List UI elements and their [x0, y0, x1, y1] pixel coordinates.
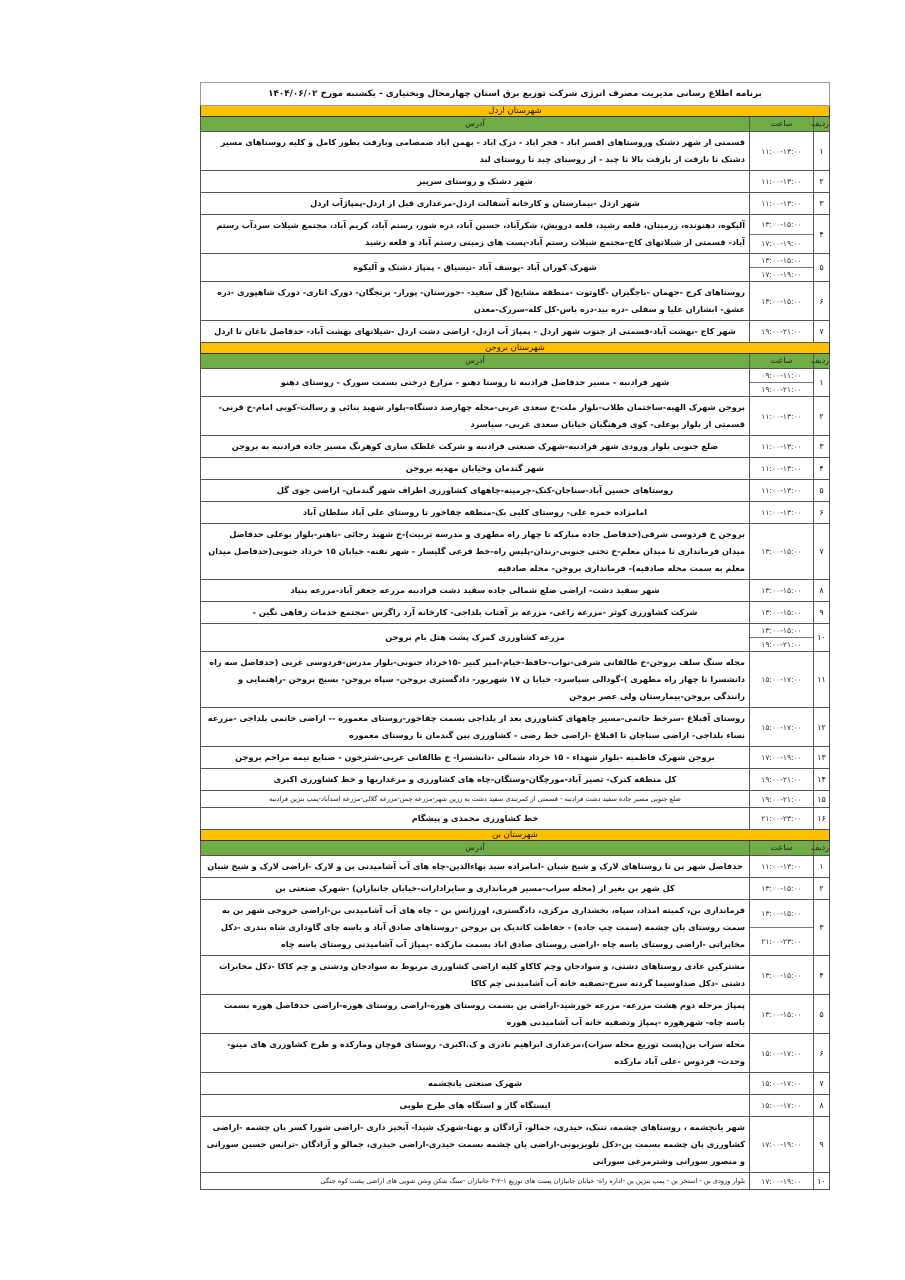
row-index: ۳ — [814, 193, 830, 215]
row-time: ۱۱:۰۰-۱۳:۰۰ — [750, 458, 814, 480]
row-address: محله سراب بن(پست توزیع محله سراب)،مرغداری ابراهیم نادری و ک.اکبری- روستای قوچان ومارکده و طرح کشاورزی های مینو- وحدت- فردوس -علی آباد مارکده — [201, 1034, 750, 1073]
row-address: شهر کاج -بهشت آباد-قسمتی از جنوب شهر اردل - پمپاژ آب اردل- اراضی دشت اردل -شیلاتهای بهشت آباد- حدفاصل ناغان تا اردل — [201, 321, 750, 343]
row-index: ۹ — [814, 602, 830, 624]
row-index: ۱ — [814, 369, 830, 397]
time-slots — [750, 900, 813, 955]
column-header-index: ردیف — [814, 841, 830, 856]
row-index: ۴ — [814, 215, 830, 254]
row-address: مشترکین عادی روستاهای دشتی، و سوادجان وچم کاکاو کلیه اراضی کشاورزی مربوط به سوادجان ودشتی و چم کاکا -دکل مخابرات دشتی -دکل صداوسیما گردنه سرخ-تصفیه خانه آب آشامیدنی چم کاکا — [201, 956, 750, 995]
row-address: فرمانداری بن، کمیته امداد، سپاه، بخشداری مرکزی، دادگستری، اورژانس بن - چاه های آب آشامیدنی بن-اراضی خروجی شهر بن به سمت روستای یان چشمه (سمت چپ جاده) - حفاظت کاتدیک بن بروجن -روستاهای صادق آباد و یاسه چای گاوداری شاه بندری -دکل مخابراتی -اراضی روستای یاسه چاه -اراضی روستای صادق اباد بسمت مارکده -پمپاژ آب آشامیدنی روستای یاسه چاه — [201, 900, 750, 956]
table-row — [201, 132, 830, 171]
row-time — [750, 215, 814, 254]
column-header-address: آدرس — [201, 354, 750, 369]
row-index: ۲ — [814, 397, 830, 436]
table-row — [201, 791, 830, 808]
row-index: ۸ — [814, 580, 830, 602]
row-address: امامزاده حمزه علی- روستای کلبی بک-منطقه چقاخور تا روستای علی آباد سلطان آباد — [201, 502, 750, 524]
section-title: شهرستان بروجن — [201, 343, 830, 354]
column-header-row — [201, 117, 830, 132]
row-index: ۱۶ — [814, 808, 830, 830]
row-time: ۱۱:۰۰-۱۳:۰۰ — [750, 436, 814, 458]
row-index: ۸ — [814, 1095, 830, 1117]
outage-schedule-table — [200, 82, 830, 1190]
page-title: برنامه اطلاع رسانی مدیریت مصرف انرژی شرکت توزیع برق استان چهارمحال وبختیاری - یکشنبه مورخ ۱۴۰۴/۰۶/۰۲ — [201, 83, 830, 106]
time-slots — [750, 215, 813, 253]
row-address: روستاهای حسین آباد-سناجان-کتک-چرمینه-چاههای کشاورزی اطراف شهر گندمان- اراضی جوی گل — [201, 480, 750, 502]
row-time: ۱۱:۰۰-۱۳:۰۰ — [750, 171, 814, 193]
row-time — [750, 254, 814, 282]
time-slot: ۱۳:۰۰-۱۵:۰۰ — [750, 215, 813, 235]
row-address: ایستگاه گاز و استگاه های طرح طوبی — [201, 1095, 750, 1117]
table-row — [201, 254, 830, 282]
row-index: ۱۰ — [814, 624, 830, 652]
table-row — [201, 708, 830, 747]
table-row — [201, 397, 830, 436]
section-header-row — [201, 343, 830, 354]
row-index: ۶ — [814, 1034, 830, 1073]
row-time: ۱۱:۰۰-۱۳:۰۰ — [750, 193, 814, 215]
row-index: ۹ — [814, 1117, 830, 1173]
row-index: ۱۵ — [814, 791, 830, 808]
row-address: روستاهای کرج -جهمان -باجگیران -گاوتوت -منطقه مشایخ( گل سفید- -جوزستان- پوراز- برنجگان- دورک اناری- دورک شاهپوری -دره عشق- ابشاران علیا و سفلی -دره بید-دره یاس-کل کله-سررک-معدن — [201, 282, 750, 321]
row-time: ۱۱:۰۰-۱۳:۰۰ — [750, 480, 814, 502]
row-address: بلوار ورودی بن - استخر بن - پمپ بنزین بن -اداره راه- خیابان جانبازان پست های توزیع ۱-۲-۳ جانبازان -سنگ شکن وشن شویی های اراضی پشت کوه جنگی — [201, 1173, 750, 1190]
section-header-row — [201, 830, 830, 841]
row-index: ۷ — [814, 321, 830, 343]
row-time: ۱۳:۰۰-۱۵:۰۰ — [750, 524, 814, 580]
table-row — [201, 193, 830, 215]
row-address: مزرعه کشاورزی کمرک پشت هتل بام بروجن — [201, 624, 750, 652]
table-row — [201, 624, 830, 652]
time-slots — [750, 624, 813, 651]
time-slot: ۱۷:۰۰-۱۹:۰۰ — [761, 270, 802, 279]
row-index: ۱ — [814, 856, 830, 878]
row-address: شرکت کشاورزی کوثر -مزرعه زاغی- مزرعه بر آفتاب بلداجی- کارخانه آرد زاگرس -مجتمع خدمات رفاهی نگین - — [201, 602, 750, 624]
row-time: ۱۷:۰۰-۱۹:۰۰ — [750, 747, 814, 769]
table-row — [201, 321, 830, 343]
row-address: محله سنگ سلف بروجن-خ طالقانی شرقی-نواب-حافظ-خیام-امیر کبیر -۱۵خرداد جنوبی-بلوار مدرس-فردوسی غربی (حدفاصل سه راه دانشسرا تا چهار راه مطهری )-گودالی سیاسرد- خیابا ن ۱۷ شهریور- دادگستری بروجن- سپاه بروجن- بسیج بروجن -راهنمایی و رانندگی بروجن-بیمارستان ولی عصر بروجن — [201, 652, 750, 708]
row-time — [750, 900, 814, 956]
row-time: ۱۵:۰۰-۱۷:۰۰ — [750, 1073, 814, 1095]
row-index: ۵ — [814, 480, 830, 502]
row-index: ۷ — [814, 524, 830, 580]
row-address: شهر گندمان وخیابان مهدیه بروجن — [201, 458, 750, 480]
row-address: شهر فرادنبه - مسیر حدفاصل فرادنبه تا روستا دهنو - مزارع درختی بسمت سورک - روستای دهنو — [201, 369, 750, 397]
row-address: حدفاصل شهر بن تا روستاهای لارک و شیخ شبان -امامزاده سید بهاءالدین-چاه های آب آشامیدنی بن و لارک -اراضی لارک و شیخ شبان — [201, 856, 750, 878]
row-time: ۱۱:۰۰-۱۳:۰۰ — [750, 502, 814, 524]
row-time: ۱۵:۰۰-۱۷:۰۰ — [750, 708, 814, 747]
row-index: ۷ — [814, 1073, 830, 1095]
column-header-time: ساعت — [750, 841, 814, 856]
row-address: بروجن شهرک فاطمیه -بلوار شهداء - ۱۵ خرداد شمالی -دانشسرا- خ طالقانی غربی-شترخون - صنایع تیمه مزاحم بروجن — [201, 747, 750, 769]
row-time: ۱۷:۰۰-۱۹:۰۰ — [750, 1117, 814, 1173]
row-address: آلیکوه، دهنونده، زرمیتان، قلعه رشید، قلعه درویش، شکرآباد، حسین آباد، دره شور، رستم آباد، کریم آباد، مجتمع شیلات سردآب رستم آباد- قسمتی از شیلاتهای کاج-مجتمع شیلات رستم آباد-پست های زمینی رستم آباد و قلعه رشید — [201, 215, 750, 254]
time-slot: ۲۱:۰۰-۲۳:۰۰ — [761, 937, 802, 946]
section-title: شهرستان اردل — [201, 106, 830, 117]
table-row — [201, 856, 830, 878]
table-row — [201, 1117, 830, 1173]
table-row — [201, 1095, 830, 1117]
row-time: ۱۹:۰۰-۲۱:۰۰ — [750, 321, 814, 343]
row-index: ۴ — [814, 458, 830, 480]
row-address: بروجن خ فردوسی شرقی(حدفاصل جاده مبارکه تا چهار راه مطهری و مدرسه تربیت)-خ شهید رجائی -باهنر-بلوار بوعلی حدفاصل میدان فرمانداری تا میدان معلم-خ تختی جنوبی-زندان-پلیس راه-خط فرعی گلیسار - شهر نقنه- خیابان ۱۵ خرداد جنوبی(حدفاصل میدان معلم به سمت محله صادقیه)- فرمانداری بروجن- محله صادقیه — [201, 524, 750, 580]
table-row — [201, 436, 830, 458]
row-index: ۶ — [814, 502, 830, 524]
row-time: ۱۱:۰۰-۱۳:۰۰ — [750, 856, 814, 878]
row-time — [750, 369, 814, 397]
time-slot: ۰۹:۰۰-۱۱:۰۰ — [750, 369, 813, 383]
row-index: ۳ — [814, 900, 830, 956]
time-slot: ۱۹:۰۰-۲۱:۰۰ — [761, 385, 802, 394]
row-time: ۱۳:۰۰-۱۵:۰۰ — [750, 956, 814, 995]
table-row — [201, 282, 830, 321]
table-row — [201, 458, 830, 480]
row-time: ۱۱:۰۰-۱۳:۰۰ — [750, 397, 814, 436]
row-index: ۳ — [814, 436, 830, 458]
row-time: ۱۳:۰۰-۱۵:۰۰ — [750, 878, 814, 900]
row-time: ۲۱:۰۰-۲۳:۰۰ — [750, 808, 814, 830]
table-row — [201, 369, 830, 397]
outage-schedule-sheet — [200, 82, 830, 1190]
row-address: شهرک صنعتی یانچشمه — [201, 1073, 750, 1095]
row-index: ۱۱ — [814, 652, 830, 708]
row-address: کل شهر بن بغیر از (محله سراب-مسیر فرمانداری و سایرادارات-خیابان جانبازان) -شهرک صنعتی بن — [201, 878, 750, 900]
row-address: بروجن شهرک الهیه-ساختمان طلاب-بلوار ملت-خ سعدی غربی-محله چهارصد دستگاه-بلوار شهید بنائی و رسالت-کوبی امام-خ قرنی-قسمتی از بلوار بوعلی- کوی فرهنگیان خیابان سعدی غربی- سیاسرد — [201, 397, 750, 436]
column-header-time: ساعت — [750, 117, 814, 132]
table-row — [201, 1173, 830, 1190]
column-header-address: آدرس — [201, 841, 750, 856]
time-slots — [750, 369, 813, 396]
time-slot: ۱۳:۰۰-۱۵:۰۰ — [750, 254, 813, 268]
section-title: شهرستان بن — [201, 830, 830, 841]
column-header-index: ردیف — [814, 354, 830, 369]
column-header-address: آدرس — [201, 117, 750, 132]
section-header-row — [201, 106, 830, 117]
row-index: ۱۰ — [814, 1173, 830, 1190]
row-index: ۱۴ — [814, 769, 830, 791]
row-index: ۵ — [814, 995, 830, 1034]
title-row — [201, 83, 830, 106]
table-row — [201, 900, 830, 956]
column-header-time: ساعت — [750, 354, 814, 369]
time-slots — [750, 254, 813, 281]
table-row — [201, 524, 830, 580]
row-time: ۱۳:۰۰-۱۵:۰۰ — [750, 282, 814, 321]
row-time: ۱۹:۰۰-۲۱:۰۰ — [750, 769, 814, 791]
row-time: ۱۳:۰۰-۱۵:۰۰ — [750, 580, 814, 602]
row-time: ۱۵:۰۰-۱۷:۰۰ — [750, 1095, 814, 1117]
table-row — [201, 956, 830, 995]
row-address: پمپاژ مرحله دوم هشت مزرعه- مزرعه خورشید-اراضی بن بسمت روستای هوره-اراضی روستای هوره-اراضی حدفاصل هوره بسمت یاسه چاه- شهرهوره -پمپاژ وتصفیه خانه آب آشامیدنی هوره — [201, 995, 750, 1034]
row-index: ۵ — [814, 254, 830, 282]
row-time: ۱۱:۰۰-۱۳:۰۰ — [750, 132, 814, 171]
row-index: ۶ — [814, 282, 830, 321]
row-time: ۱۵:۰۰-۱۷:۰۰ — [750, 1034, 814, 1073]
row-index: ۴ — [814, 956, 830, 995]
row-index: ۲ — [814, 878, 830, 900]
row-index: ۱۲ — [814, 708, 830, 747]
table-row — [201, 215, 830, 254]
table-row — [201, 995, 830, 1034]
row-address: قسمتی از شهر دشتک وروستاهای افسر اباد - فخر اباد - دزک اباد - بهمن اباد صمصامی وبازفت بطور کامل و کلیه روستاهای مسیر دشتک تا بازفت از بازفت بالا تا چبد - از روستای چبد تا روستای لبد — [201, 132, 750, 171]
row-address: ضلع جنوبی مسیر جاده سفید دشت فرادنبه - قسمتی از کمربندی سفید دشت به زرین شهر-مزرعه چمن-مزرعه گلالی-مزرعه اسدآباد-پمپ بنزین فرادنبه — [201, 791, 750, 808]
time-slot: ۱۳:۰۰-۱۵:۰۰ — [750, 900, 813, 928]
table-row — [201, 480, 830, 502]
row-time: ۱۷:۰۰-۱۹:۰۰ — [750, 1173, 814, 1190]
column-header-row — [201, 841, 830, 856]
table-row — [201, 602, 830, 624]
column-header-index: ردیف — [814, 117, 830, 132]
row-time — [750, 624, 814, 652]
row-address: خط کشاورزی محمدی و پیشگام — [201, 808, 750, 830]
row-index: ۱ — [814, 132, 830, 171]
table-row — [201, 652, 830, 708]
column-header-row — [201, 354, 830, 369]
table-row — [201, 171, 830, 193]
time-slot: ۱۷:۰۰-۱۹:۰۰ — [761, 239, 802, 249]
row-address: شهر سفید دشت- اراضی ضلع شمالی جاده سفید دشت فرادنبه مزرعه جعفر آباد-مزرعه بنیاد — [201, 580, 750, 602]
table-row — [201, 808, 830, 830]
row-time: ۱۳:۰۰-۱۵:۰۰ — [750, 602, 814, 624]
table-row — [201, 769, 830, 791]
row-address: شهرک کوران آباد -یوسف آباد -نیسیاق - پمپاژ دشتک و آلیکوه — [201, 254, 750, 282]
row-address: روستای آقبلاغ -سرخط حاتمی-مسیر چاههای کشاورزی بعد از بلداجی بسمت چقاخور-روستای معموره -- اراضی خاتمی بلداجی -مزرعه نساء بلداجی- اراضی سناجان تا اقبلاغ -اراضی خط رضی - کشاورزی بین گندمان تا روستای معموره — [201, 708, 750, 747]
row-address: کل منطقه کنرک- تصیر آباد-مورچگان-وستگان-چاه های کشاورزی و مرغداریها و خط کشاورزی اکبری — [201, 769, 750, 791]
row-index: ۱۳ — [814, 747, 830, 769]
table-row — [201, 1034, 830, 1073]
time-slot: ۱۹:۰۰-۲۱:۰۰ — [761, 640, 802, 649]
time-slot: ۱۳:۰۰-۱۵:۰۰ — [750, 624, 813, 638]
row-address: شهر اردل -بیمارستان و کارخانه آسفالت اردل-مرغداری قبل از اردل-پمپاژآب اردل — [201, 193, 750, 215]
row-index: ۲ — [814, 171, 830, 193]
row-address: شهر دشتک و روستای سرپیر — [201, 171, 750, 193]
table-row — [201, 878, 830, 900]
table-row — [201, 502, 830, 524]
table-row — [201, 747, 830, 769]
table-row — [201, 1073, 830, 1095]
row-time: ۱۹:۰۰-۲۱:۰۰ — [750, 791, 814, 808]
row-address: شهر یانچشمه ، روستاهای چشمه، تنبک، حیدری، جمالو، آزادگان و بهنا-شهرک شیدا- آبخیز داری -اراضی شورا کسر یان چشمه -اراضی کشاورزی یان چشمه بسمت بن-دکل تلویزیونی-اراضی یان چشمه بسمت حیدری-اراضی حیدری، جمالو و آزادگان -ترانس حسین سورانی و منصور سورانی وشترمرغی سورانی — [201, 1117, 750, 1173]
row-address: ضلع جنوبی بلوار ورودی شهر فرادنبه-شهرک صنعتی فرادنبه و شرکت غلطک سازی کوهرنگ مسیر جاده فرادنبه به بروجن — [201, 436, 750, 458]
row-time: ۱۳:۰۰-۱۵:۰۰ — [750, 995, 814, 1034]
row-time: ۱۵:۰۰-۱۷:۰۰ — [750, 652, 814, 708]
table-row — [201, 580, 830, 602]
